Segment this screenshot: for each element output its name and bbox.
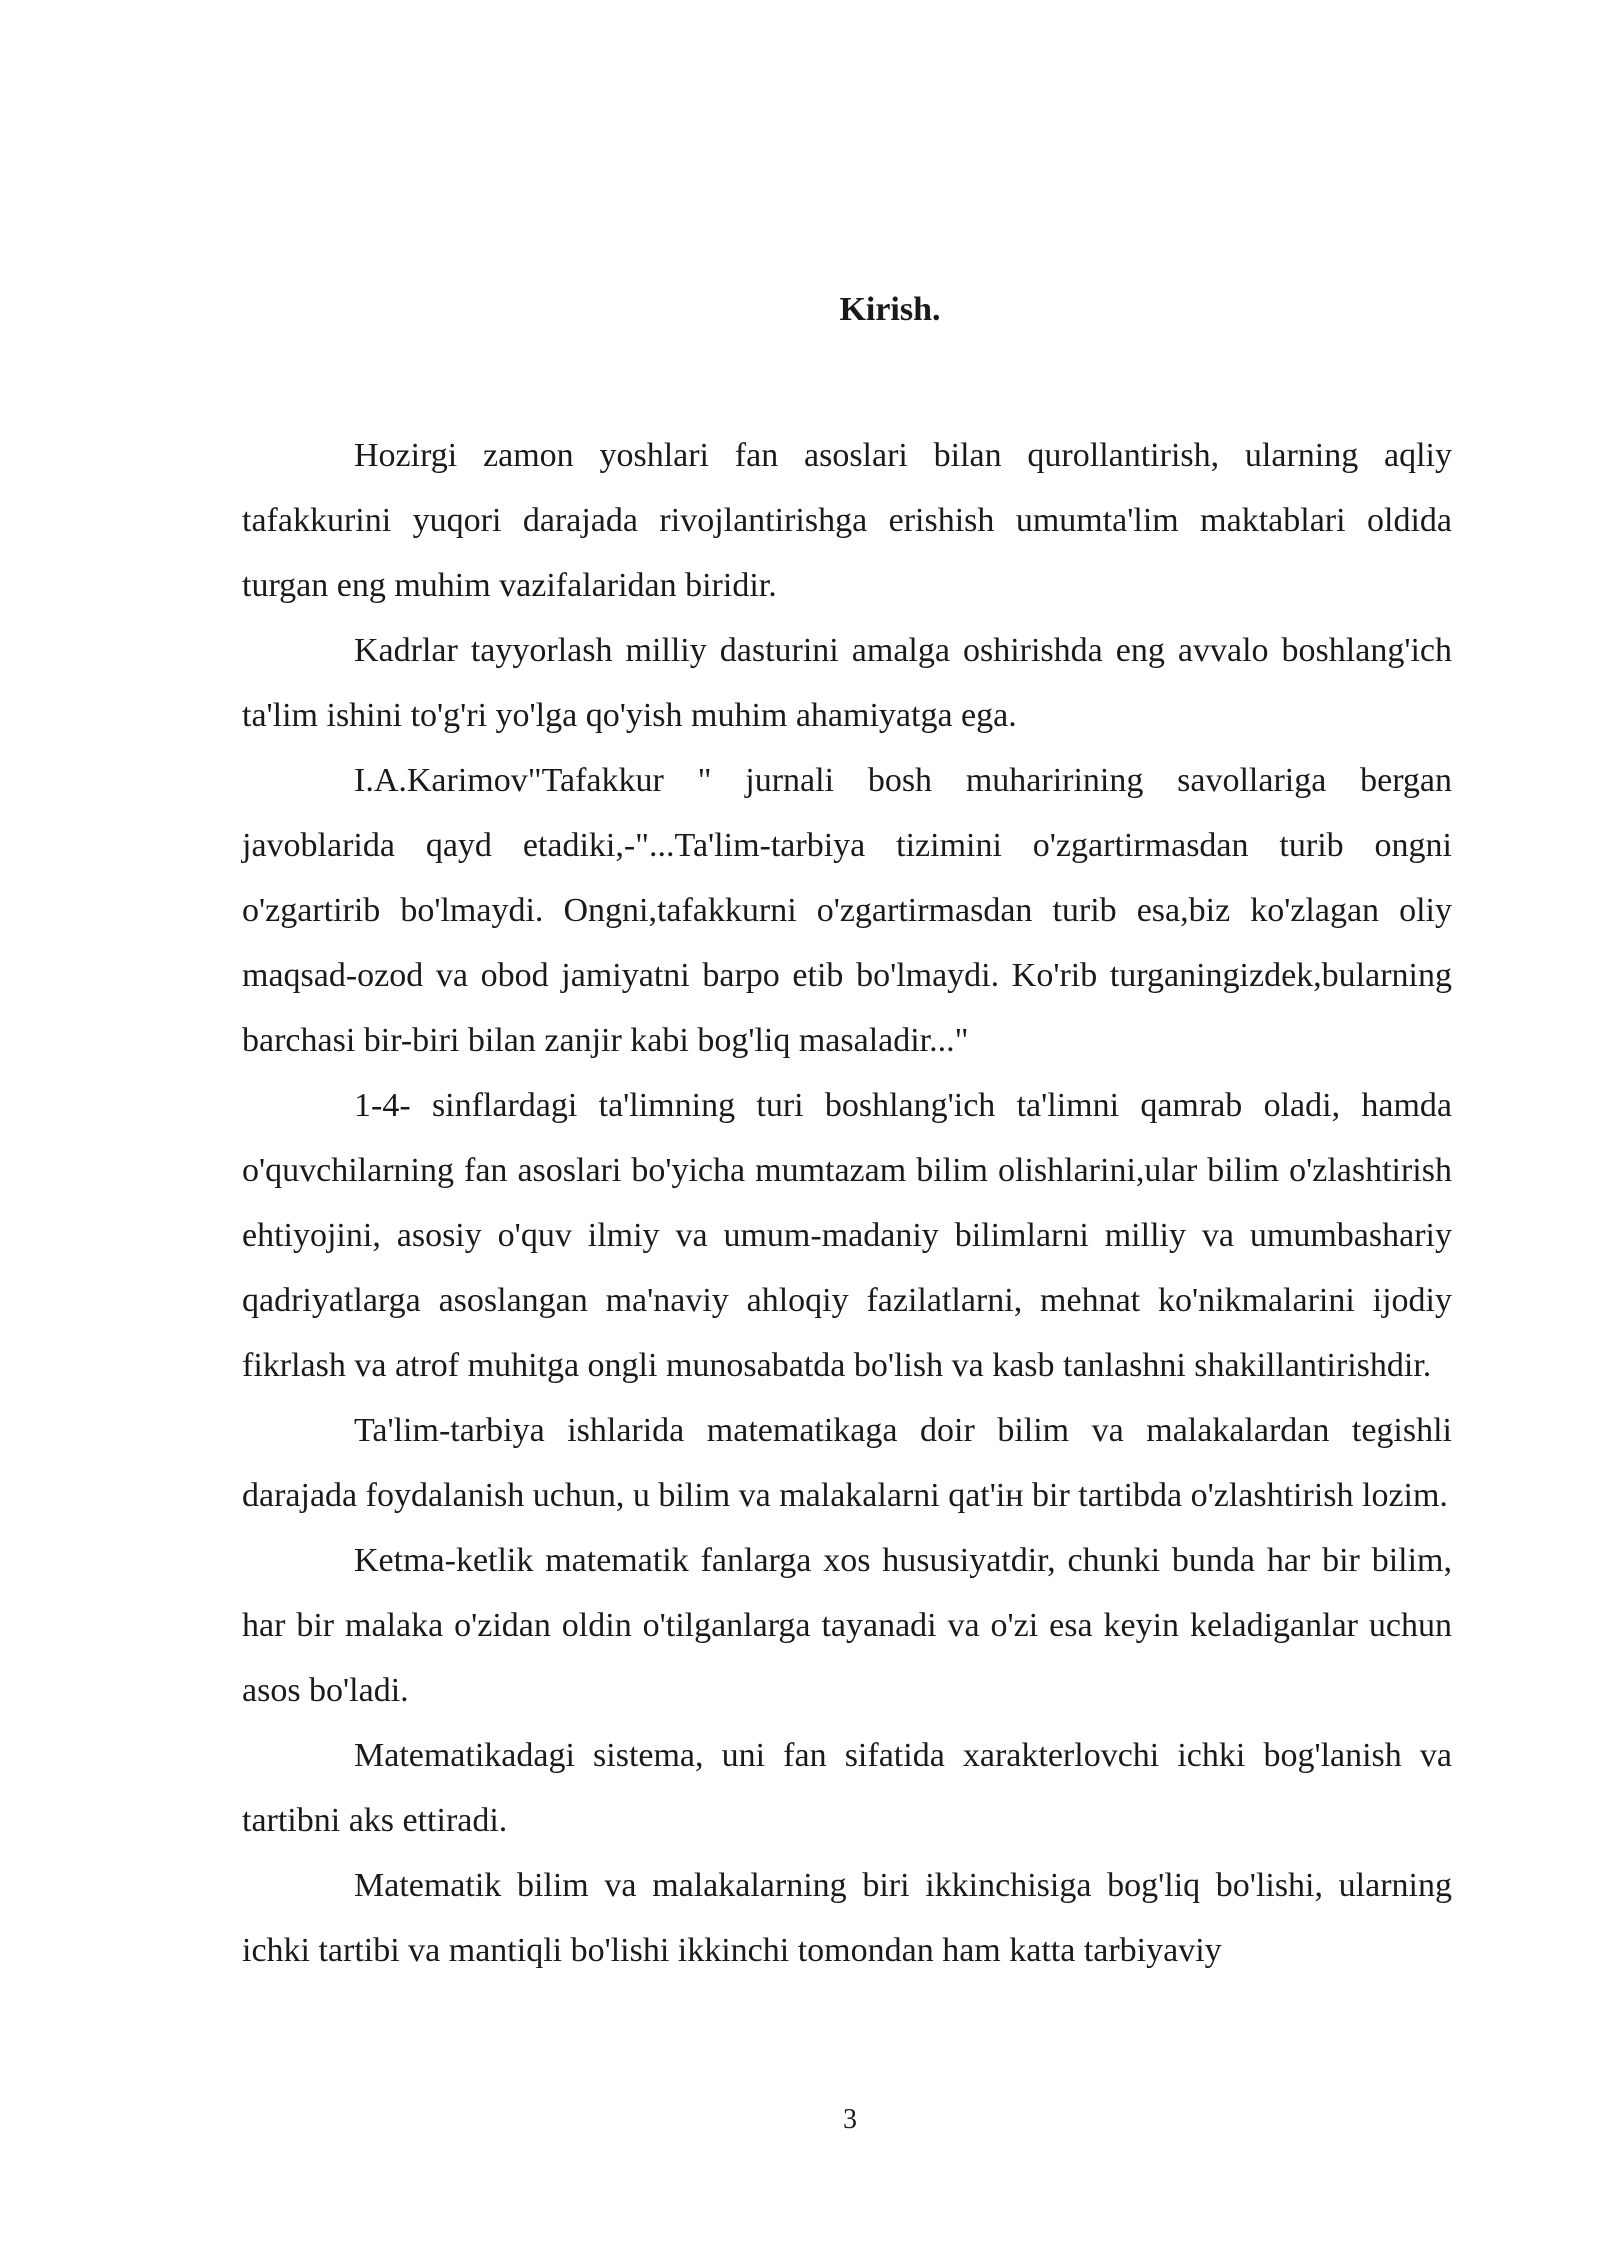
paragraph: Ketma-ketlik matematik fanlarga xos hususiyatdir, chunki bunda har bir bilim, har bir malaka o'zidan oldin o'tilganlarga tayanadi va o'zi esa keyin keladiganlar uchun asos bo'ladi.	[242, 1542, 1452, 1709]
paragraph: I.A.Karimov"Tafakkur " jurnali bosh muharirining savollariga bergan javoblarida qayd etadiki,-"...Ta'lim-tarbiya tizimini o'zgartirmasdan turib ongni o'zgartirib bo'lmaydi. Ongni,tafakkurni o'zgartirmasdan turib esa,biz ko'zlagan oliy maqsad-ozod va obod jamiyatni barpo etib bo'lmaydi. Ko'rib turganingizdek,bularning barchasi bir-biri bilan zanjir kabi bog'liq masaladir..."	[242, 762, 1452, 1059]
paragraph: Kadrlar tayyorlash milliy dasturini amalga oshirishda eng avvalo boshlang'ich ta'lim ishini to'g'ri yo'lga qo'yish muhim ahamiyatga ega.	[242, 632, 1452, 734]
page-number: 3	[843, 2104, 857, 2135]
body-text	[242, 423, 1452, 1983]
paragraph: Matematik bilim va malakalarning biri ikkinchisiga bog'liq bo'lishi, ularning ichki tartibi va mantiqli bo'lishi ikkinchi tomondan ham katta tarbiyaviy	[242, 1867, 1452, 1969]
paragraph: Hozirgi zamon yoshlari fan asoslari bilan qurollantirish, ularning aqliy tafakkurini yuqori darajada rivojlantirishga erishish umumta'lim maktablari oldida turgan eng muhim vazifalaridan biridir.	[242, 437, 1452, 604]
page-title: Kirish.	[839, 291, 941, 328]
paragraph: Matematikadagi sistema, uni fan sifatida xarakterlovchi ichki bog'lanish va tartibni aks ettiradi.	[242, 1737, 1452, 1839]
paragraph: Ta'lim-tarbiya ishlarida matematikaga doir bilim va malakalardan tegishli darajada foydalanish uchun, u bilim va malakalarni qat'iн bir tartibda o'zlashtirish lozim.	[242, 1412, 1452, 1514]
paragraph: 1-4- sinflardagi ta'limning turi boshlang'ich ta'limni qamrab oladi, hamda o'quvchilarning fan asoslari bo'yicha mumtazam bilim olishlarini,ular bilim o'zlashtirish ehtiyojini, asosiy o'quv ilmiy va umum-madaniy bilimlarni milliy va umumbashariy qadriyatlarga asoslangan ma'naviy ahloqiy fazilatlarni, mehnat ko'nikmalarini ijodiy fikrlash va atrof muhitga ongli munosabatda bo'lish va kasb tanlashni shakillantirishdir.	[242, 1087, 1452, 1384]
